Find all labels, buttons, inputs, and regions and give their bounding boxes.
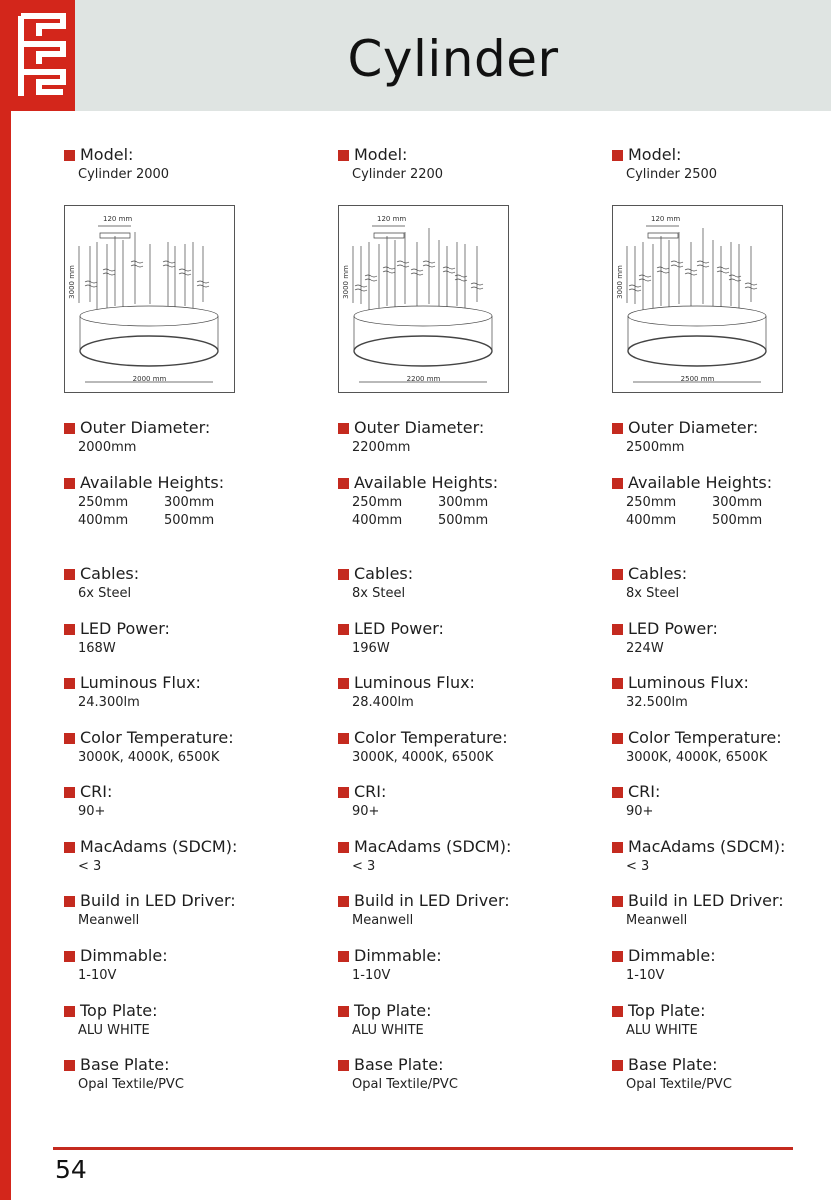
spec-top-plate [612,1002,831,1039]
bullet-icon [64,624,75,635]
spec-cri [64,783,294,820]
spec-value: 3000K, 4000K, 6500K [78,750,220,765]
spec-label: Luminous Flux: [628,673,749,692]
spec-value: Opal Textile/PVC [626,1077,732,1092]
spec-value: 90+ [626,804,654,819]
bullet-icon [612,624,623,635]
spec-label: Build in LED Driver: [628,891,784,910]
spec-led-power [612,620,831,657]
spec-model [64,146,294,183]
spec-value: Cylinder 2000 [78,167,170,182]
spec-color-temperature [64,729,294,766]
spec-led-driver [64,892,294,929]
spec-cri [338,783,568,820]
spec-dimmable [612,947,831,984]
height-value: 400mm [78,513,129,528]
spec-value: < 3 [352,859,376,874]
spec-color-temperature [338,729,568,766]
height-value: 500mm [164,513,215,528]
spec-label: CRI: [80,782,113,801]
spec-outer-diameter [64,419,294,456]
height-value: 250mm [626,495,677,510]
brand-logo [11,0,75,111]
bullet-icon [64,569,75,580]
spec-label: Available Heights: [80,473,225,492]
spec-value: 90+ [78,804,106,819]
spec-value: 24.300lm [78,695,140,710]
spec-value: Cylinder 2500 [626,167,718,182]
spec-led-driver [612,892,831,929]
spec-label: Top Plate: [80,1001,158,1020]
spec-label: Available Heights: [628,473,773,492]
spec-value: 6x Steel [78,586,132,601]
spec-label: Cables: [628,564,688,583]
spec-label: MacAdams (SDCM): [354,837,512,856]
spec-label: Dimmable: [354,946,442,965]
bullet-icon [338,569,349,580]
product-drawing [338,205,509,393]
spec-label: Color Temperature: [628,728,782,747]
height-value: 500mm [712,513,763,528]
spec-value: 1-10V [626,968,665,983]
height-value: 300mm [438,495,489,510]
spec-label: LED Power: [80,619,170,638]
bullet-icon [612,569,623,580]
spec-label: Outer Diameter: [354,418,485,437]
spec-luminous-flux [64,674,294,711]
spec-value: Meanwell [626,913,688,928]
spec-luminous-flux [612,674,831,711]
drawing-width-dimension: 2000 mm [132,375,167,383]
bullet-icon [338,1006,349,1017]
height-value: 300mm [712,495,763,510]
bullet-icon [338,951,349,962]
spec-base-plate [64,1056,294,1093]
bullet-icon [64,1006,75,1017]
spec-value: 1-10V [78,968,117,983]
spec-value: 2000mm [78,440,137,455]
spec-dimmable [64,947,294,984]
spec-label: MacAdams (SDCM): [80,837,238,856]
spec-value: 3000K, 4000K, 6500K [352,750,494,765]
spec-label: Available Heights: [354,473,499,492]
spec-value: 32.500lm [626,695,688,710]
drawing-height-dimension: 3000 mm [67,265,76,299]
bullet-icon [338,787,349,798]
spec-label: CRI: [354,782,387,801]
spec-top-plate [64,1002,294,1039]
spec-model [338,146,568,183]
bullet-icon [338,1060,349,1071]
spec-value: Meanwell [352,913,414,928]
spec-outer-diameter [338,419,568,456]
bullet-icon [338,678,349,689]
product-drawing [64,205,235,393]
spec-led-power [338,620,568,657]
spec-value: < 3 [626,859,650,874]
spec-value: Meanwell [78,913,140,928]
bullet-icon [612,150,623,161]
spec-luminous-flux [338,674,568,711]
spec-label: Build in LED Driver: [80,891,236,910]
spec-label: Outer Diameter: [628,418,759,437]
bullet-icon [338,150,349,161]
spec-dimmable [338,947,568,984]
spec-label: Luminous Flux: [354,673,475,692]
spec-value: 2200mm [352,440,411,455]
bullet-icon [612,842,623,853]
drawing-top-dimension: 120 mm [651,215,681,223]
height-value: 300mm [164,495,215,510]
spec-label: Color Temperature: [80,728,234,747]
bullet-icon [64,787,75,798]
height-value: 400mm [352,513,403,528]
drawing-width-dimension: 2500 mm [680,375,715,383]
bullet-icon [612,733,623,744]
spec-cables [338,565,568,602]
spec-label: Top Plate: [354,1001,432,1020]
spec-label: CRI: [628,782,661,801]
drawing-height-dimension: 3000 mm [615,265,624,299]
footer-divider [53,1147,793,1150]
spec-available-heights [612,474,831,529]
bullet-icon [64,423,75,434]
bullet-icon [612,423,623,434]
bullet-icon [612,1060,623,1071]
spec-value: 1-10V [352,968,391,983]
page-number: 54 [55,1155,87,1184]
bullet-icon [338,733,349,744]
bullet-icon [64,150,75,161]
spec-label: LED Power: [354,619,444,638]
spec-label: Cables: [354,564,414,583]
bullet-icon [64,678,75,689]
bullet-icon [338,842,349,853]
bullet-icon [612,787,623,798]
spec-base-plate [612,1056,831,1093]
spec-label: Model: [80,145,134,164]
spec-available-heights [64,474,294,529]
spec-label: Build in LED Driver: [354,891,510,910]
spec-value: < 3 [78,859,102,874]
bullet-icon [338,478,349,489]
spec-value: ALU WHITE [352,1023,424,1038]
spec-value: ALU WHITE [78,1023,150,1038]
spec-macadams [338,838,568,875]
spec-label: Dimmable: [628,946,716,965]
bullet-icon [64,478,75,489]
bullet-icon [64,1060,75,1071]
spec-value: 90+ [352,804,380,819]
spec-cables [612,565,831,602]
product-drawing [612,205,783,393]
spec-label: Base Plate: [354,1055,444,1074]
brand-logo-mark [17,12,69,102]
height-value: 250mm [352,495,403,510]
spec-led-power [64,620,294,657]
drawing-width-dimension: 2200 mm [406,375,441,383]
page-title: Cylinder [347,30,559,88]
spec-label: MacAdams (SDCM): [628,837,786,856]
spec-label: Cables: [80,564,140,583]
spec-label: Model: [628,145,682,164]
spec-value: 2500mm [626,440,685,455]
spec-cables [64,565,294,602]
spec-value: 28.400lm [352,695,414,710]
spec-value: 196W [352,641,390,656]
height-value: 400mm [626,513,677,528]
left-brand-stripe [0,0,11,1200]
spec-label: Model: [354,145,408,164]
bullet-icon [338,423,349,434]
spec-cri [612,783,831,820]
bullet-icon [612,678,623,689]
spec-value: Cylinder 2200 [352,167,444,182]
drawing-top-dimension: 120 mm [103,215,133,223]
bullet-icon [338,896,349,907]
spec-available-heights [338,474,568,529]
spec-model [612,146,831,183]
spec-label: Base Plate: [80,1055,170,1074]
spec-label: Dimmable: [80,946,168,965]
spec-value: ALU WHITE [626,1023,698,1038]
bullet-icon [64,842,75,853]
spec-value: 3000K, 4000K, 6500K [626,750,768,765]
spec-macadams [64,838,294,875]
drawing-height-dimension: 3000 mm [341,265,350,299]
spec-value: 168W [78,641,116,656]
page-header [75,0,831,111]
bullet-icon [612,896,623,907]
bullet-icon [338,624,349,635]
bullet-icon [612,1006,623,1017]
bullet-icon [612,478,623,489]
bullet-icon [64,896,75,907]
spec-value: Opal Textile/PVC [352,1077,458,1092]
spec-value: Opal Textile/PVC [78,1077,184,1092]
spec-macadams [612,838,831,875]
spec-label: Base Plate: [628,1055,718,1074]
spec-label: Top Plate: [628,1001,706,1020]
spec-label: Outer Diameter: [80,418,211,437]
spec-value: 224W [626,641,664,656]
bullet-icon [612,951,623,962]
spec-led-driver [338,892,568,929]
bullet-icon [64,733,75,744]
spec-label: Luminous Flux: [80,673,201,692]
height-value: 250mm [78,495,129,510]
spec-value: 8x Steel [352,586,406,601]
spec-color-temperature [612,729,831,766]
spec-label: LED Power: [628,619,718,638]
spec-value: 8x Steel [626,586,680,601]
spec-top-plate [338,1002,568,1039]
drawing-top-dimension: 120 mm [377,215,407,223]
spec-label: Color Temperature: [354,728,508,747]
bullet-icon [64,951,75,962]
spec-outer-diameter [612,419,831,456]
height-value: 500mm [438,513,489,528]
spec-base-plate [338,1056,568,1093]
